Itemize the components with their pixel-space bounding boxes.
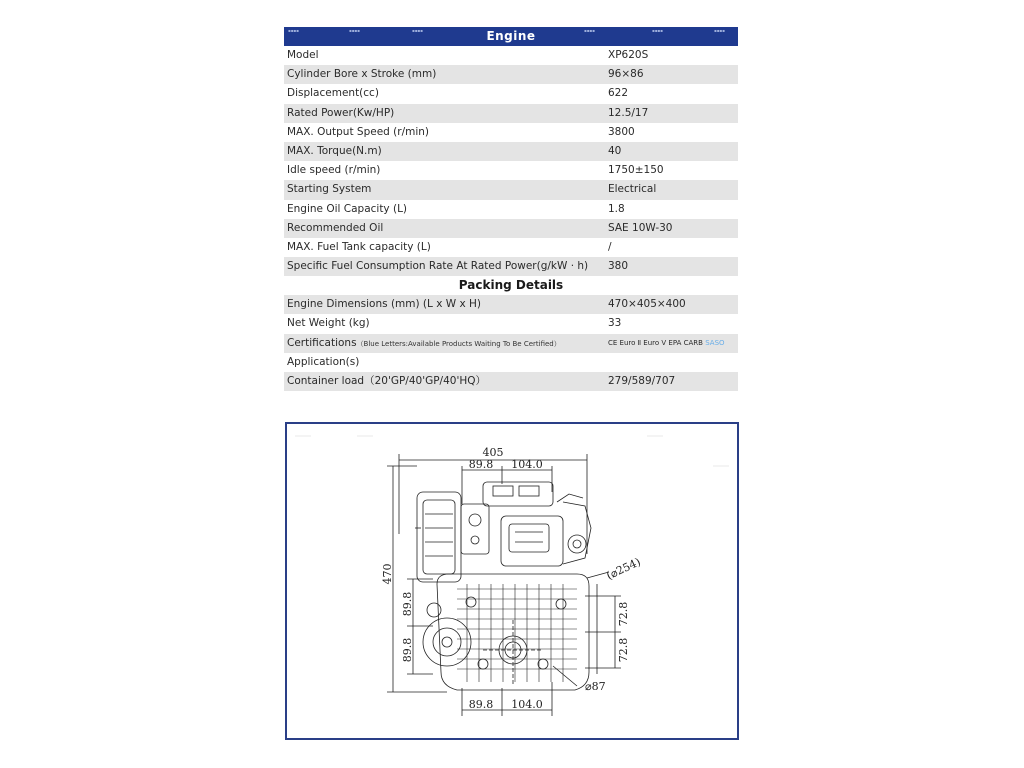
spec-value bbox=[600, 334, 738, 353]
spec-value: 33 bbox=[608, 317, 622, 330]
spec-row-starting-system bbox=[284, 180, 738, 199]
spec-row-fuel-tank bbox=[284, 238, 738, 257]
spec-row-max-torque bbox=[284, 142, 738, 161]
spec-row-rated-power bbox=[284, 104, 738, 123]
spec-value: 1750±150 bbox=[608, 164, 664, 177]
spec-label: Recommended Oil bbox=[287, 221, 384, 234]
dim-diameter-87: ⌀87 bbox=[585, 680, 606, 693]
spec-value: 3800 bbox=[608, 125, 635, 138]
spec-value: 12.5/17 bbox=[608, 106, 649, 119]
spec-value: SAE 10W-30 bbox=[608, 221, 673, 234]
spec-value: 40 bbox=[608, 144, 622, 157]
spec-row-net-weight bbox=[284, 314, 738, 333]
spec-value: 622 bbox=[608, 87, 629, 100]
dim-left-lower: 89.8 bbox=[401, 637, 414, 663]
certifications-label: Certifications bbox=[287, 336, 357, 349]
spec-row-container-load bbox=[284, 372, 738, 391]
spec-row-oil-capacity bbox=[284, 200, 738, 219]
watermark-text: ▪▪▪▪ bbox=[288, 28, 299, 33]
spec-label: Engine Oil Capacity (L) bbox=[287, 202, 408, 215]
dim-right-upper: 72.8 bbox=[617, 601, 630, 627]
spec-value: 96×86 bbox=[608, 68, 644, 81]
spec-label: Displacement(cc) bbox=[287, 87, 379, 100]
dim-diameter-254: (⌀254) bbox=[604, 555, 643, 583]
spec-label: Net Weight (kg) bbox=[287, 317, 370, 330]
spec-label: MAX. Torque(N.m) bbox=[287, 144, 382, 157]
dim-left-upper: 89.8 bbox=[401, 591, 414, 617]
spec-value: 470×405×400 bbox=[608, 298, 686, 311]
spec-row-engine-dimensions bbox=[284, 295, 738, 314]
dim-width-left: 89.8 bbox=[468, 458, 494, 471]
watermark-text: ▪▪▪▪ bbox=[652, 28, 663, 33]
spec-row-model bbox=[284, 46, 738, 65]
spec-row-applications bbox=[284, 353, 738, 372]
spec-value: 279/589/707 bbox=[608, 375, 676, 387]
engine-header bbox=[284, 27, 738, 46]
dim-bottom-left: 89.8 bbox=[468, 698, 494, 711]
spec-value: 1.8 bbox=[608, 202, 625, 215]
watermark-text: ▪▪▪▪ bbox=[412, 28, 423, 33]
spec-row-fuel-consumption bbox=[284, 257, 738, 276]
dim-width-total: 405 bbox=[482, 446, 504, 459]
spec-label: Idle speed (r/min) bbox=[287, 164, 381, 177]
spec-label: Container load（20'GP/40'GP/40'HQ） bbox=[287, 375, 487, 387]
certification-saso: SASO bbox=[705, 338, 725, 347]
spec-label: Application(s) bbox=[287, 355, 360, 368]
watermark-text: ▪▪▪▪ bbox=[714, 28, 725, 33]
spec-value: / bbox=[608, 240, 612, 253]
spec-value bbox=[600, 353, 738, 372]
spec-table bbox=[284, 27, 738, 391]
spec-value: 380 bbox=[608, 260, 629, 273]
spec-label: Engine Dimensions (mm) (L x W x H) bbox=[287, 298, 482, 311]
spec-row-max-output-speed bbox=[284, 123, 738, 142]
spec-label: Starting System bbox=[287, 183, 372, 196]
spec-label: Rated Power(Kw/HP) bbox=[287, 106, 395, 119]
spec-label: MAX. Fuel Tank capacity (L) bbox=[287, 240, 431, 253]
dim-bottom-right: 104.0 bbox=[511, 698, 543, 711]
certifications-list: CE Euro Ⅱ Euro V EPA CARB bbox=[608, 338, 703, 347]
spec-label: Specific Fuel Consumption Rate At Rated Power(g/kW · h) bbox=[287, 260, 589, 273]
watermark-text: ▪▪▪▪ bbox=[349, 28, 360, 33]
dim-width-right: 104.0 bbox=[511, 458, 543, 471]
engine-title: Engine bbox=[486, 29, 536, 43]
spec-row-idle-speed bbox=[284, 161, 738, 180]
watermark-text: ▪▪▪▪ bbox=[584, 28, 595, 33]
spec-row-certifications bbox=[284, 334, 738, 353]
spec-label: Model bbox=[287, 49, 319, 61]
spec-label: MAX. Output Speed (r/min) bbox=[287, 125, 430, 138]
certifications-note: （Blue Letters:Available Products Waiting To Be Certified） bbox=[356, 339, 561, 348]
packing-details-title: Packing Details bbox=[458, 278, 564, 293]
spec-label bbox=[284, 334, 600, 353]
engine-drawing-frame bbox=[285, 422, 739, 740]
engine-drawing bbox=[287, 424, 737, 738]
dim-right-lower: 72.8 bbox=[617, 637, 630, 663]
spec-value: XP620S bbox=[608, 49, 649, 61]
dim-height-total: 470 bbox=[381, 563, 394, 585]
spec-row-recommended-oil bbox=[284, 219, 738, 238]
spec-value: Electrical bbox=[608, 183, 657, 196]
spec-row-bore-stroke bbox=[284, 65, 738, 84]
spec-label: Cylinder Bore x Stroke (mm) bbox=[287, 68, 437, 81]
spec-row-displacement bbox=[284, 84, 738, 103]
